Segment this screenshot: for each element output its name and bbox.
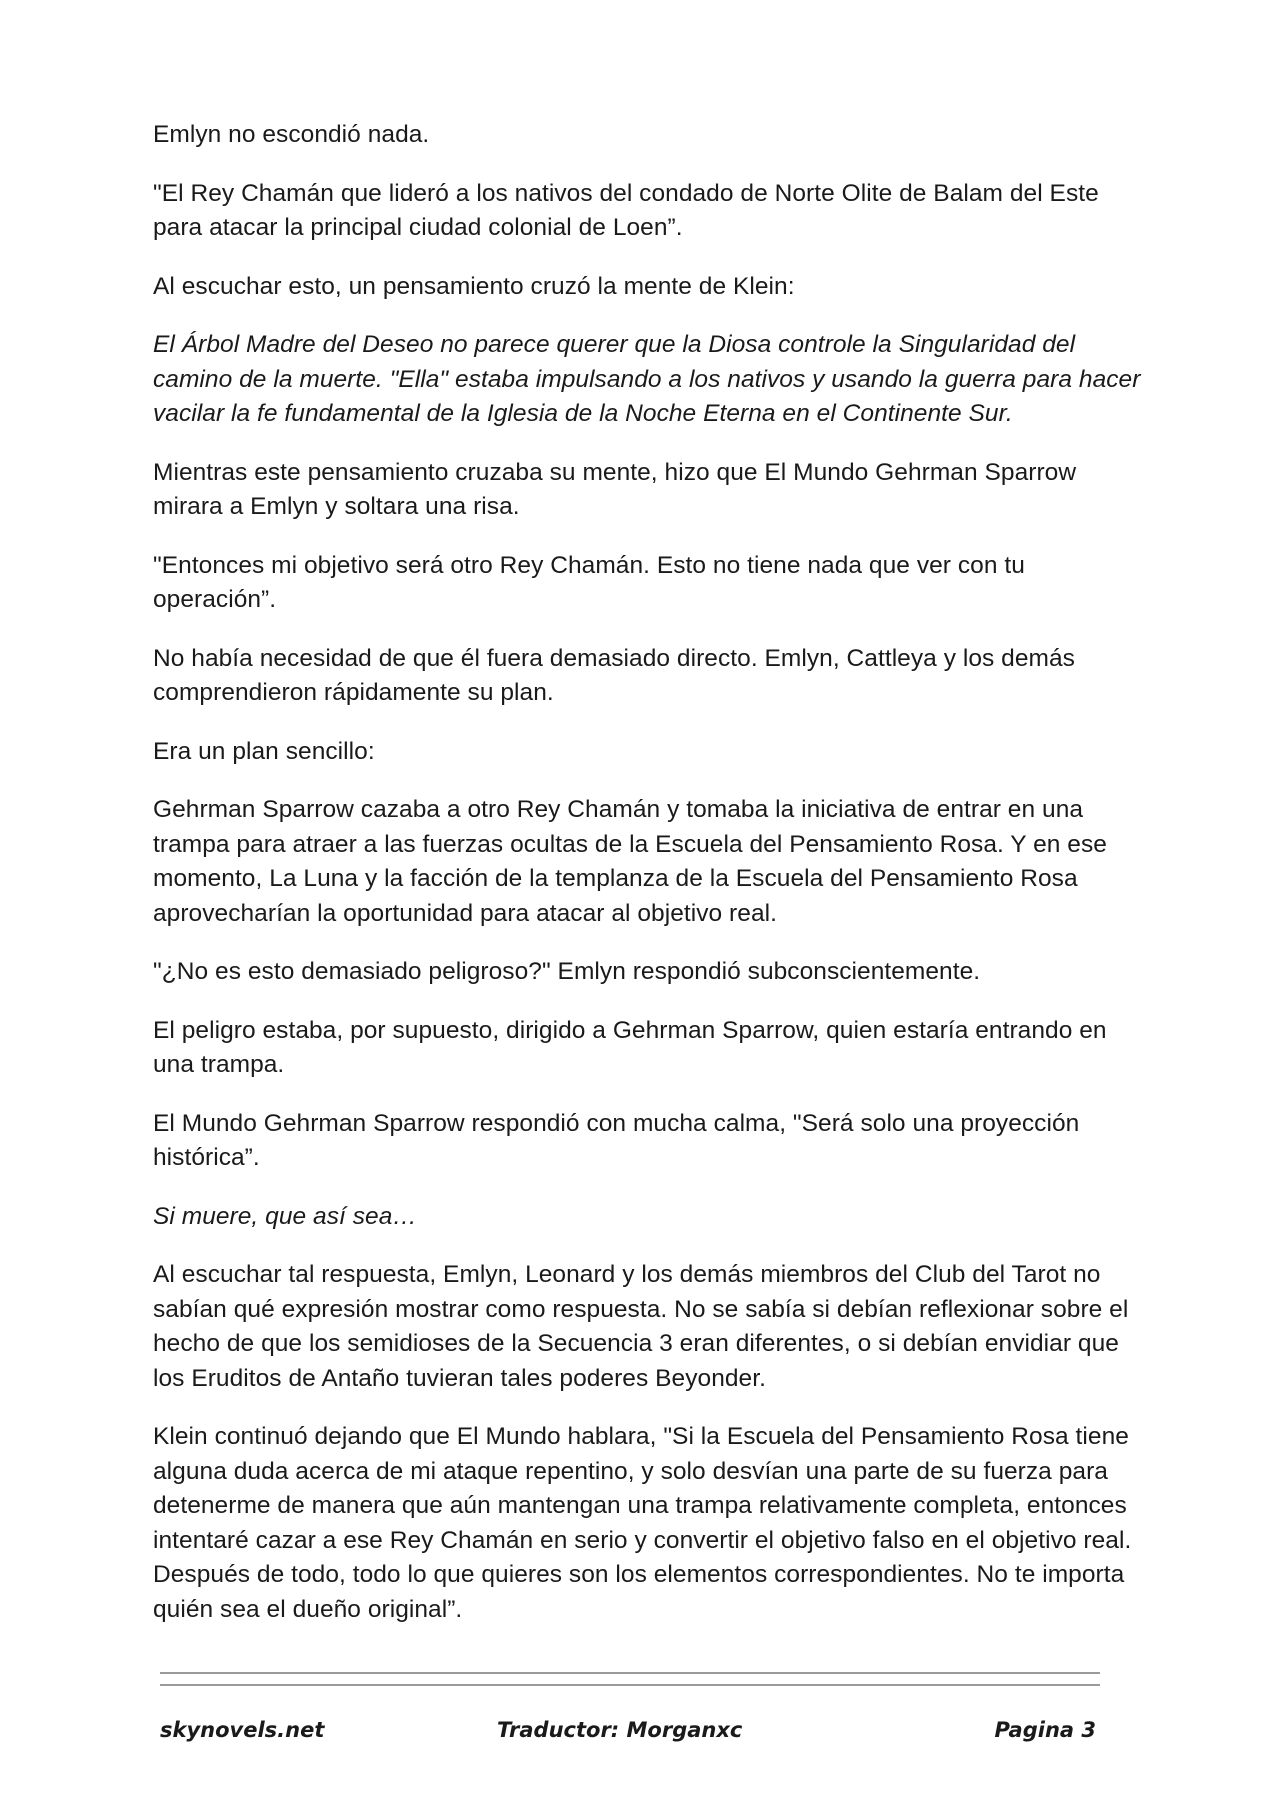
paragraph-2: "El Rey Chamán que lideró a los nativos del condado de Norte Olite de Balam del Este para atacar la principal ciudad colonial de Loen”. — [153, 179, 1099, 241]
footer-translator: Traductor: Morganxc — [497, 1718, 743, 1742]
paragraph-14: Al escuchar tal respuesta, Emlyn, Leonard y los demás miembros del Club del Tarot no sabían qué expresión mostrar como respuesta. No se sabía si debían reflexionar sobre el hecho de que los semidioses de la Secuencia 3 eran diferentes, o si debían envidiar que los Eruditos de Antaño tuvieran tales poderes Beyonder. — [153, 1261, 1129, 1392]
paragraph-1: Emlyn no escondió nada. — [153, 121, 430, 148]
paragraph-3: Al escuchar esto, un pensamiento cruzó la mente de Klein: — [153, 272, 795, 300]
paragraph-11: El peligro estaba, por supuesto, dirigido a Gehrman Sparrow, quien estaría entrando en una trampa. — [153, 1016, 1107, 1078]
paragraph-13-thought: Si muere, que así sea… — [153, 1202, 417, 1230]
paragraph-6: "Entonces mi objetivo será otro Rey Chamán. Esto no tiene nada que ver con tu operación”. — [153, 551, 1025, 613]
footer-site: skynovels.net — [160, 1718, 325, 1742]
paragraph-10: "¿No es esto demasiado peligroso?" Emlyn respondió subconscientemente. — [153, 958, 981, 985]
footer-divider-bottom — [160, 1684, 1100, 1686]
footer-divider-top — [160, 1672, 1100, 1674]
paragraph-12: El Mundo Gehrman Sparrow respondió con mucha calma, "Será solo una proyección histórica”. — [153, 1109, 1080, 1171]
paragraph-4-thought: El Árbol Madre del Deseo no parece querer que la Diosa controle la Singularidad del camino de la muerte. "Ella" estaba impulsando a los nativos y usando la guerra para hacer vacilar la fe fundamental de la Iglesia de la Noche Eterna en el Continente Sur. — [153, 331, 1141, 427]
paragraph-9: Gehrman Sparrow cazaba a otro Rey Chamán y tomaba la iniciativa de entrar en una trampa para atraer a las fuerzas ocultas de la Escuela del Pensamiento Rosa. Y en ese momento, La Luna y la facción de la templanza de la Escuela del Pensamiento Rosa aprovecharían la oportunidad para atacar al objetivo real. — [153, 796, 1107, 927]
paragraph-15: Klein continuó dejando que El Mundo hablara, "Si la Escuela del Pensamiento Rosa tiene alguna duda acerca de mi ataque repentino, y solo desvían una parte de su fuerza para detenerme de manera que aún mantengan una trampa relativamente completa, entonces intentaré cazar a ese Rey Chamán en serio y convertir el objetivo falso en el objetivo real. Después de todo, todo lo que quieres son los elementos correspondientes. No te importa quién sea el dueño original”. — [153, 1423, 1132, 1623]
paragraph-7: No había necesidad de que él fuera demasiado directo. Emlyn, Cattleya y los demás comprendieron rápidamente su plan. — [153, 644, 1075, 706]
footer-page-number: Pagina 3 — [994, 1718, 1096, 1742]
paragraph-8: Era un plan sencillo: — [153, 737, 375, 765]
paragraph-5: Mientras este pensamiento cruzaba su mente, hizo que El Mundo Gehrman Sparrow mirara a Emlyn y soltara una risa. — [153, 458, 1077, 520]
document-body — [153, 118, 1143, 1651]
